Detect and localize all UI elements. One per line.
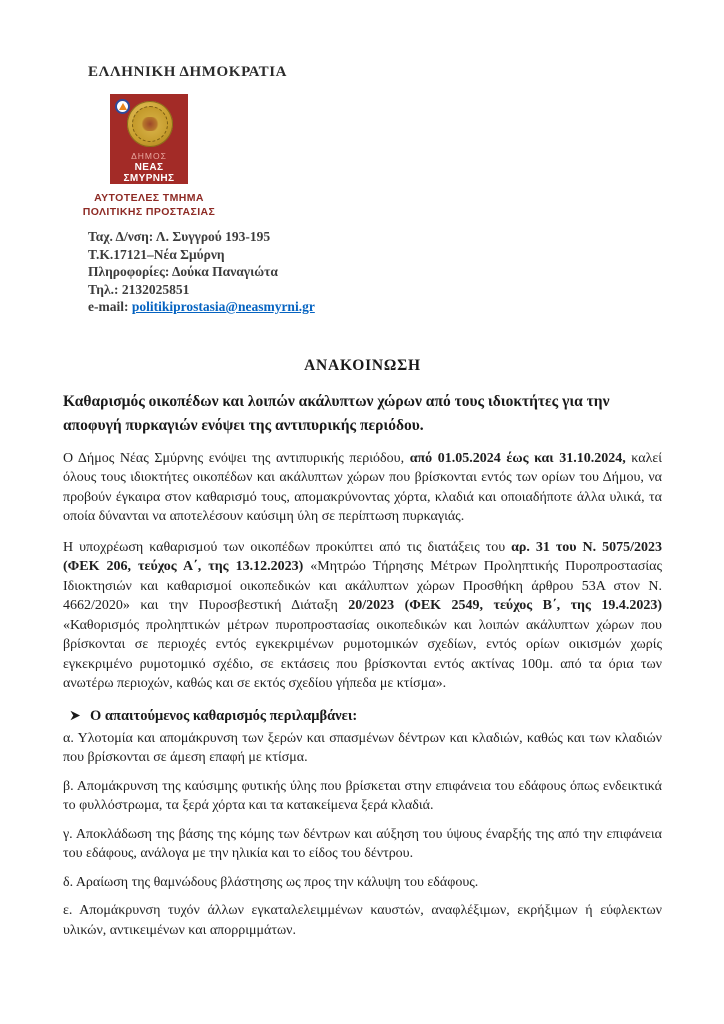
- paragraph-2: [63, 538, 662, 694]
- paragraph-1-dates-bold: από 01.05.2024 έως και 31.10.2024,: [409, 450, 632, 466]
- smyrni-seal-icon: [127, 101, 173, 147]
- email-link[interactable]: politikiprostasia@neasmyrni.gr: [131, 299, 315, 314]
- list-item-d: δ. Αραίωση της θαμνώδους βλάστησης ως προς την κάλυψη του εδάφους.: [63, 874, 479, 890]
- list-heading: [63, 708, 662, 725]
- paragraph-1-seg-0: Ο Δήμος Νέας Σμύρνης ενόψει της αντιπυρικής περιόδου,: [63, 450, 410, 466]
- list-item-e: ε. Απομάκρυνση τυχόν άλλων εγκαταλελειμμένων καυστών, αναφλέξιμων, εκρήξιμων ή εύφλεκτων υλικών, αντικειμένων και απορριμμάτων.: [63, 903, 662, 938]
- department-line-1: ΑΥΤΟΤΕΛΕΣ ΤΜΗΜΑ: [94, 192, 204, 204]
- paragraph-1-seg-2: καλεί όλους τους ιδιοκτήτες οικοπέδων και ακάλυπτων χώρων που βρίσκονται εντός των ορίων του Δήμου, να προβούν έγκαιρα στον καθαρισμό τους, απομακρύνοντας χόρτα, κλαδιά και οποιαδήποτε άλλα υλικά, τα οποία δύνανται να αποτελέσουν καύσιμη ύλη σε περίπτωση πυρκαγιάς.: [63, 450, 662, 524]
- list-item-c: γ. Αποκλάδωση της βάσης της κόμης των δέντρων και αύξηση του ύψους έναρξής της από την επιφάνεια του εδάφους, ανάλογα με την ηλικία και το είδος του δέντρου.: [63, 826, 662, 861]
- seal-center-motif: [141, 117, 159, 131]
- logo-municipality-name: ΝΕΑΣ ΣΜΥΡΝΗΣ: [123, 162, 175, 184]
- email-label: e-mail:: [88, 299, 129, 314]
- list-item-b: β. Απομάκρυνση της καύσιμης φυτικής ύλης που βρίσκεται στην επιφάνεια του εδάφους όπως ενδεικτικά το φυλλόστρωμα, τα ξερά χόρτα και τα κατακείμενα ξερά κλαδιά.: [63, 778, 662, 813]
- civil-protection-triangle-icon: [119, 103, 127, 110]
- paragraph-1: [63, 449, 662, 527]
- republic-title: ΕΛΛΗΝΙΚΗ ΔΗΜΟΚΡΑΤΙΑ: [88, 64, 288, 80]
- paragraph-2-seg-2: «Μητρώο Τήρησης Μέτρων Προληπτικής Πυροπροστασίας Ιδιοκτησιών και καθαρισμοί οικοπεδικών και ακάλυπτων χώρων Προσθήκη άρθρου 53Α στον Ν. 4662/2020» και την Πυροσβεστική Διάταξη: [63, 559, 663, 613]
- department-line-2: ΠΟΛΙΤΙΚΗΣ ΠΡΟΣΤΑΣΙΑΣ: [82, 206, 216, 218]
- paragraph-2-seg-0: Η υποχρέωση καθαρισμού των οικοπέδων προκύπτει από τις διατάξεις του: [63, 539, 512, 555]
- contact-block: [88, 228, 662, 316]
- list-item-a: α. Υλοτομία και απομάκρυνση των ξερών και σπασμένων δέντρων και κλαδιών, καθώς και των κλαδιών που βρίσκονται σε άμεση επαφή με κτίσμα.: [63, 730, 662, 765]
- logo-dimos-label: ΔΗΜΟΣ: [131, 151, 167, 161]
- paragraph-2-seg-4: «Καθορισμός προληπτικών μέτρων πυροπροστασίας οικοπεδικών και λοιπών ακάλυπτων χώρων που βρίσκονται σε περιοχές εντός εγκεκριμένων ρυμοτομικών σχεδίων, εντός ορίων οικισμών χωρίς εγκεκριμένο ρυμοτομικό σχέδιο, σε εκτάσεις που βρίσκονται εντός ακτίνας 100μ. από τα όρια των ανωτέρω περιοχών, καθώς και σε εκτός σχεδίου γήπεδα με κτίσμα».: [63, 617, 662, 691]
- arrow-bullet-icon: [70, 710, 81, 721]
- header-block: [82, 64, 662, 316]
- subject-title: Καθαρισμός οικοπέδων και λοιπών ακάλυπτων χώρων από τους ιδιοκτήτες για την αποφυγή πυρκαγιών ενόψει της αντιπυρικής περιόδου.: [63, 392, 610, 434]
- contact-phone: Τηλ.: 2132025851: [88, 281, 190, 297]
- civil-protection-emblem-icon: [115, 99, 130, 114]
- main-content: [63, 357, 662, 941]
- seal-inner-ring: [132, 106, 168, 142]
- department-name: [74, 191, 224, 219]
- contact-address: Ταχ. Δ/νση: Λ. Συγγρού 193-195: [88, 229, 271, 244]
- contact-info: Πληροφορίες: Δούκα Παναγιώτα: [88, 264, 278, 279]
- municipality-logo: [110, 94, 188, 184]
- contact-postal: Τ.Κ.17121–Νέα Σμύρνη: [88, 246, 225, 262]
- paragraph-2-law-bold: αρ. 31 του Ν. 5075/2023 (ΦΕΚ 206, τεύχος Α΄, της 13.12.2023): [63, 539, 662, 574]
- contact-email-row: [88, 298, 662, 316]
- announcement-title: ΑΝΑΚΟΙΝΩΣΗ: [304, 356, 421, 374]
- list-heading-text: Ο απαιτούμενος καθαρισμός περιλαμβάνει:: [90, 707, 358, 724]
- paragraph-2-decree-bold: 20/2023 (ΦΕΚ 2549, τεύχος Β΄, της 19.4.2023): [348, 598, 662, 613]
